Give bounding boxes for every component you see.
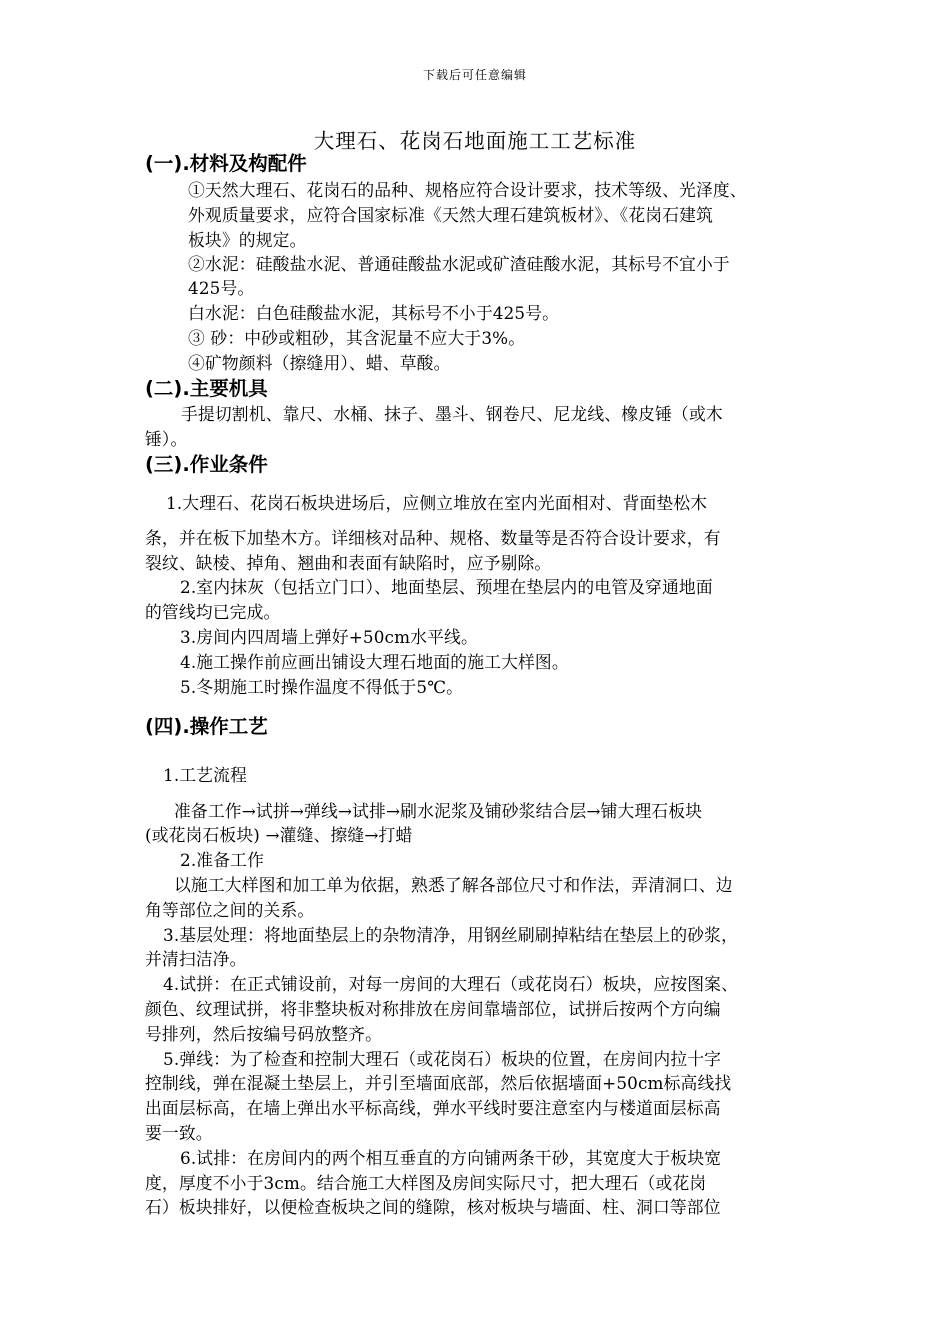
paragraph-line: 2.准备工作 — [180, 850, 265, 870]
paragraph-line: 出面层标高，在墙上弹出水平标高线，弹水平线时要注意室内与楼道面层标高 — [145, 1098, 721, 1118]
paragraph-line: 6.试排：在房间内的两个相互垂直的方向铺两条干砂，其宽度大于板块宽 — [180, 1148, 722, 1168]
paragraph-line: 以施工大样图和加工单为依据，熟悉了解各部位尺寸和作法，弄清洞口、边 — [174, 875, 733, 895]
paragraph-line: 白水泥：白色硅酸盐水泥，其标号不小于425号。 — [188, 303, 560, 323]
paragraph-line: ①天然大理石、花岗石的品种、规格应符合设计要求，技术等级、光泽度、 — [188, 180, 747, 200]
paragraph-line: 石）板块排好，以便检查板块之间的缝隙，核对板块与墙面、柱、洞口等部位 — [145, 1197, 721, 1217]
document-title: 大理石、花岗石地面施工工艺标准 — [313, 129, 637, 153]
section-heading-process: (四).操作工艺 — [145, 715, 268, 738]
section-heading-materials: (一).材料及构配件 — [145, 152, 307, 175]
paragraph-line: 准备工作→试拼→弹线→试排→刷水泥浆及铺砂浆结合层→铺大理石板块 — [174, 801, 703, 821]
paragraph-line: ②水泥：硅酸盐水泥、普通硅酸盐水泥或矿渣硅酸水泥，其标号不宜小于 — [188, 254, 730, 274]
paragraph-line: 5.冬期施工时操作温度不得低于5℃。 — [180, 677, 464, 697]
section-heading-tools: (二).主要机具 — [145, 377, 268, 400]
paragraph-line: 手提切割机、靠尺、水桶、抹子、墨斗、钢卷尺、尼龙线、橡皮锤（或木 — [181, 404, 723, 424]
paragraph-line: 1.工艺流程 — [163, 765, 248, 785]
paragraph-line: 并清扫洁净。 — [145, 949, 247, 969]
paragraph-line: 度，厚度不小于3cm。结合施工大样图及房间实际尺寸，把大理石（或花岗 — [145, 1173, 707, 1193]
paragraph-line: 板块》的规定。 — [188, 230, 307, 250]
paragraph-line: 3.房间内四周墙上弹好+50cm水平线。 — [180, 627, 478, 647]
paragraph-line: 条，并在板下加垫木方。详细核对品种、规格、数量等是否符合设计要求，有 — [145, 528, 721, 548]
paragraph-line: 4.试拼：在正式铺设前，对每一房间的大理石（或花岗石）板块，应按图案、 — [163, 974, 739, 994]
paragraph-line: 2.室内抹灰（包括立门口）、地面垫层、预埋在垫层内的电管及穿通地面 — [180, 577, 713, 597]
paragraph-line: 1.大理石、花岗石板块进场后，应侧立堆放在室内光面相对、背面垫松木 — [166, 493, 708, 513]
paragraph-line: 号排列，然后按编号码放整齐。 — [145, 1024, 383, 1044]
paragraph-line: 角等部位之间的关系。 — [145, 900, 315, 920]
paragraph-line: 425号。 — [188, 278, 255, 298]
paragraph-line: ④矿物颜料（擦缝用）、蜡、草酸。 — [188, 353, 451, 373]
paragraph-line: 5.弹线：为了检查和控制大理石（或花岗石）板块的位置，在房间内拉十字 — [163, 1049, 722, 1069]
paragraph-line: 要一致。 — [145, 1123, 213, 1143]
paragraph-line: 颜色、纹理试拼，将非整块板对称排放在房间靠墙部位，试拼后按两个方向编 — [145, 999, 721, 1019]
paragraph-line: 3.基层处理：将地面垫层上的杂物清净，用钢丝刷刷掉粘结在垫层上的砂浆， — [163, 925, 739, 945]
paragraph-line: 4.施工操作前应画出铺设大理石地面的施工大样图。 — [180, 652, 569, 672]
paragraph-line: 裂纹、缺棱、掉角、翘曲和表面有缺陷时，应予剔除。 — [145, 553, 552, 573]
paragraph-line: 锤）。 — [145, 429, 188, 449]
section-heading-conditions: (三).作业条件 — [145, 453, 268, 476]
paragraph-line: (或花岗石板块) →灌缝、擦缝→打蜡 — [145, 825, 413, 845]
paragraph-line: ③ 砂：中砂或粗砂，其含泥量不应大于3%。 — [188, 328, 526, 348]
paragraph-line: 的管线均已完成。 — [145, 602, 281, 622]
paragraph-line: 控制线，弹在混凝土垫层上，并引至墙面底部，然后依据墙面+50cm标高线找 — [145, 1073, 732, 1093]
page-header: 下载后可任意编辑 — [422, 68, 527, 82]
paragraph-line: 外观质量要求，应符合国家标准《天然大理石建筑板材》、《花岗石建筑 — [188, 205, 714, 225]
